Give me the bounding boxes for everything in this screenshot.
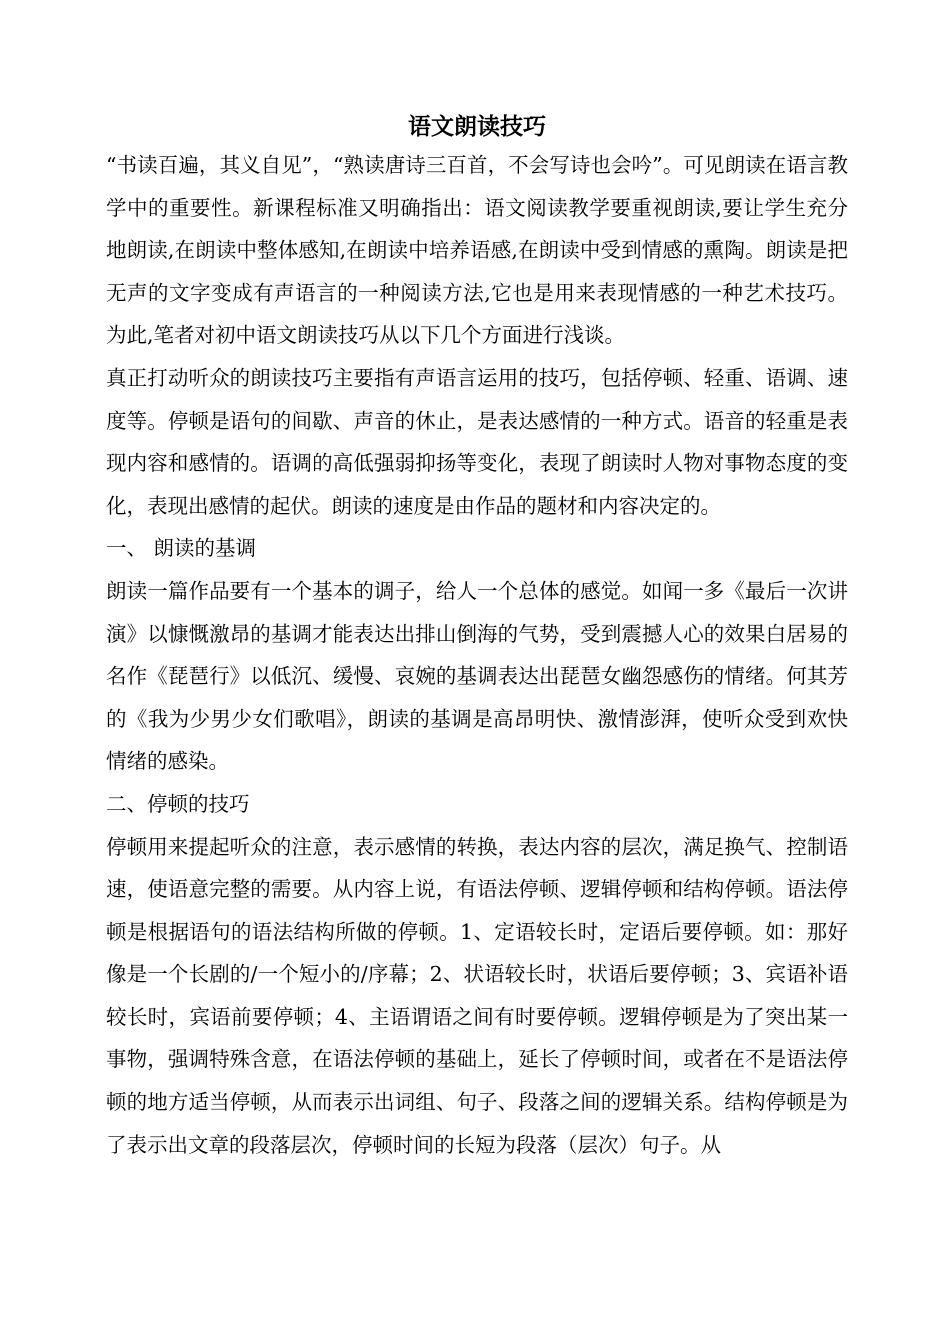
document-body — [106, 112, 848, 1166]
section-heading-pause: 二、停顿的技巧 — [106, 791, 250, 816]
paragraph-tone: 朗读一篇作品要有一个基本的调子，给人一个总体的感觉。如闻一多《最后一次讲演》以慷慨激昂的基调才能表达出排山倒海的气势，受到震撼人心的效果白居易的名作《琵琶行》以低沉、缓慢、哀婉的基调表达出琵琶女幽怨感伤的情绪。何其芳的《我为少男少女们歌唱》，朗读的基调是高昂明快、激情澎湃，使听众受到欢快情绪的感染。 — [106, 578, 848, 774]
paragraph-intro: “书读百遍，其义自见”，“熟读唐诗三百首，不会写诗也会吟”。可见朗读在语言教学中的重要性。新课程标准又明确指出：语文阅读教学要重视朗读,要让学生充分地朗读,在朗读中整体感知,在朗读中培养语感,在朗读中受到情感的熏陶。朗读是把无声的文字变成有声语言的一种阅读方法,它也是用来表现情感的一种艺术技巧。为此,笔者对初中语文朗读技巧从以下几个方面进行浅谈。 — [106, 153, 848, 348]
paragraph-pause: 停顿用来提起听众的注意，表示感情的转换，表达内容的层次，满足换气、控制语速，使语意完整的需要。从内容上说，有语法停顿、逻辑停顿和结构停顿。语法停顿是根据语句的语法结构所做的停顿。1、定语较长时，定语后要停顿。如：那好像是一个长剧的/一个短小的/序幕；2、状语较长时，状语后要停顿；3、宾语补语较长时，宾语前要停顿；4、主语谓语之间有时要停顿。逻辑停顿是为了突出某一事物，强调特殊含意，在语法停顿的基础上，延长了停顿时间，或者在不是语法停顿的地方适当停顿，从而表示出词组、句子、段落之间的逻辑关系。结构停顿是为了表示出文章的段落层次，停顿时间的长短为段落（层次）句子。从 — [106, 834, 848, 1157]
paragraph-techniques-overview: 真正打动听众的朗读技巧主要指有声语言运用的技巧，包括停顿、轻重、语调、速度等。停顿是语句的间歇、声音的休止，是表达感情的一种方式。语音的轻重是表现内容和感情的。语调的高低强弱抑扬等变化，表现了朗读时人物对事物态度的变化，表现出感情的起伏。朗读的速度是由作品的题材和内容决定的。 — [106, 365, 848, 518]
document-title: 语文朗读技巧 — [408, 113, 546, 140]
section-heading-tone: 一、 朗读的基调 — [106, 536, 257, 561]
